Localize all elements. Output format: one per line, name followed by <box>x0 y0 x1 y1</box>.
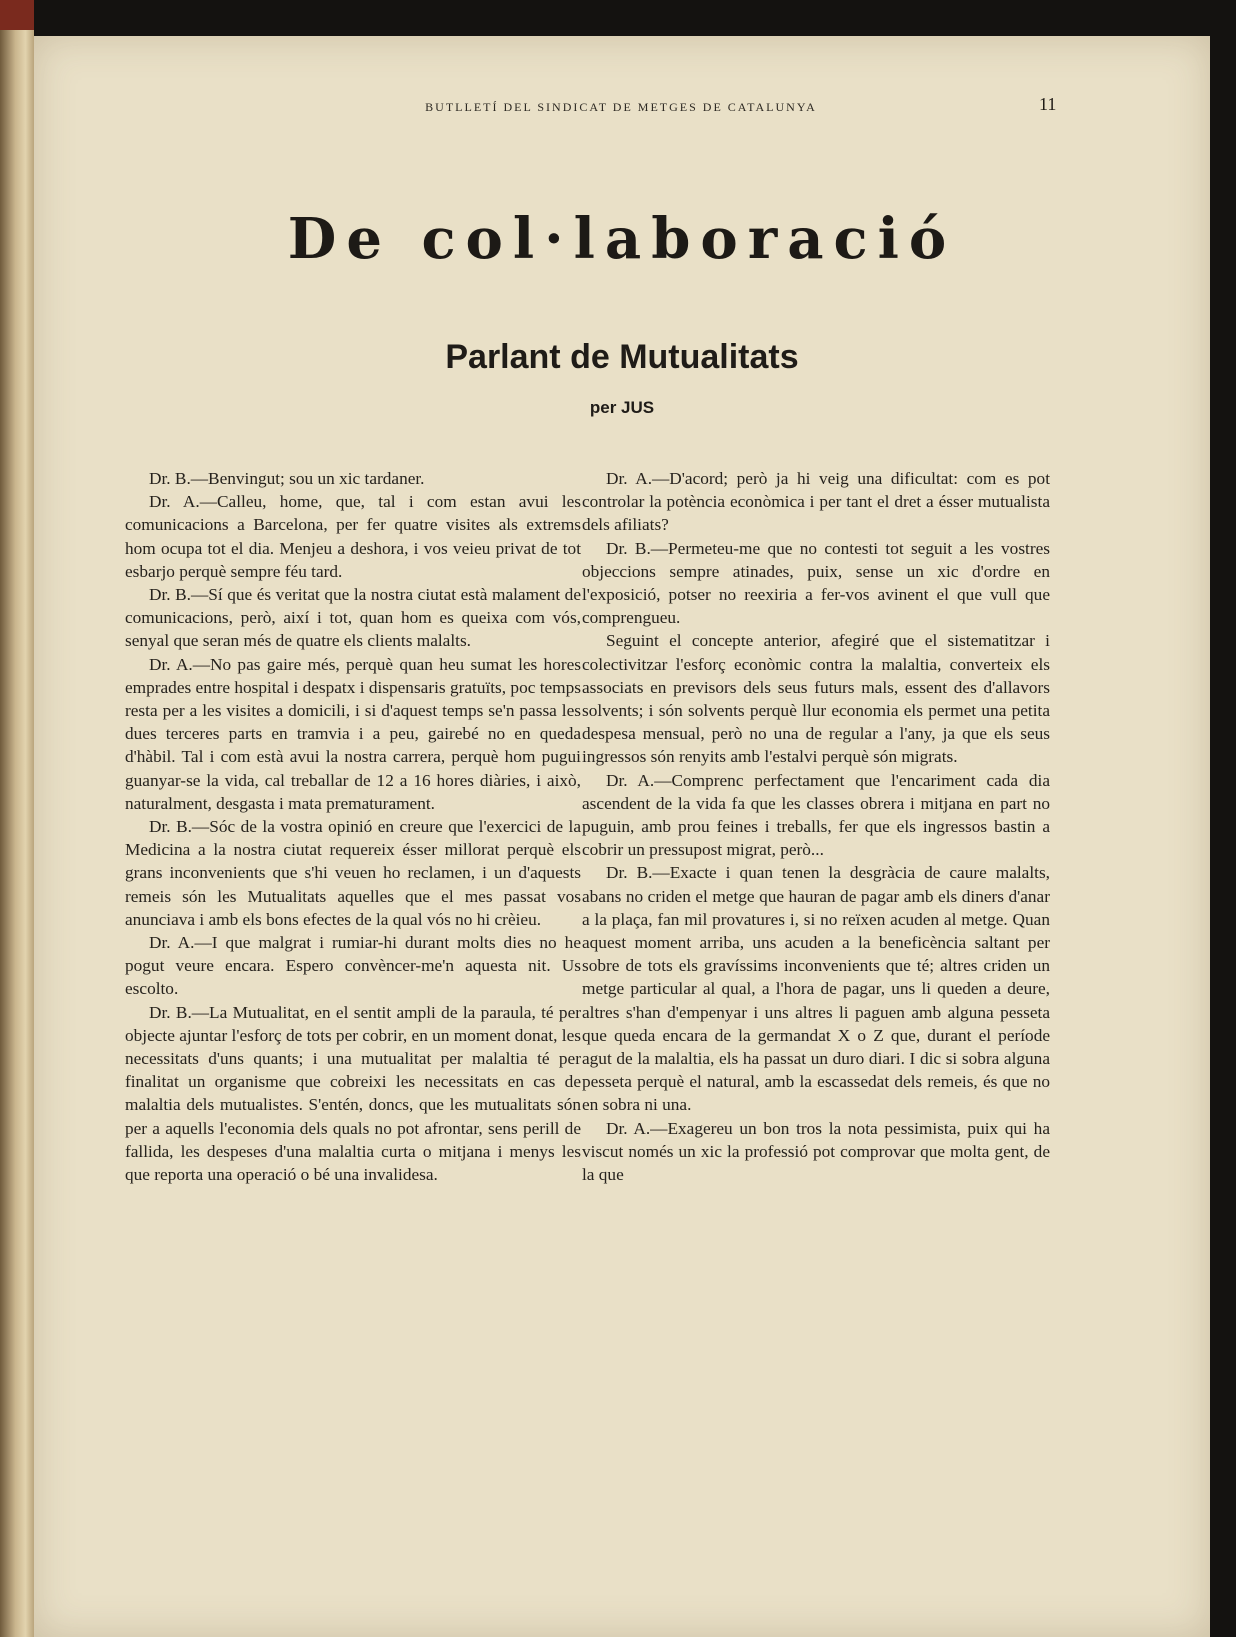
paragraph: Seguint el concepte anterior, afegiré que el sistematitzar i colectivitzar l'esforç econòmic contra la malaltia, converteix els associats en previsors dels seus futurs mals, essent des d'allavors solvents; i són solvents perquè llur economia els permet una petita despesa mensual, però no una de regular a l'any, ja que els seus ingressos són renyits amb l'estalvi perquè són migrats. <box>582 631 1050 767</box>
paragraph: Dr. A.—Exagereu un bon tros la nota pessimista, puix qui ha viscut només un xic la professió pot comprovar que molta gent, de la que <box>582 1118 1050 1185</box>
paragraph: Dr. A.—D'acord; però ja hi veig una dificultat: com es pot controlar la potència econòmica i per tant el dret a ésser mutualista dels afiliats? <box>582 469 1050 535</box>
left-text-column <box>125 467 581 1186</box>
paragraph: Dr. B.—Sí que és veritat que la nostra ciutat està malament de comunicacions, però, així i tot, quan hom es queixa com vós, senyal que seran més de quatre els clients malalts. <box>125 585 581 651</box>
journal-page <box>34 36 1210 1637</box>
book-binding <box>0 30 34 1637</box>
paragraph: Dr. B.—Permeteu-me que no contesti tot seguit a les vostres objeccions sempre atinades, puix, sense un xic d'ordre en l'exposició, potser no reexiria a fer-vos avinent el que vull que comprengueu. <box>582 538 1050 628</box>
paragraph: Dr. A.—Calleu, home, que, tal i com estan avui les comunicacions a Barcelona, per fer quatre visites als extrems hom ocupa tot el dia. Menjeu a deshora, i vos veieu privat de tot esbarjo perquè sempre féu tard. <box>125 492 581 581</box>
paragraph: Dr. A.—I que malgrat i rumiar-hi durant molts dies no he pogut veure encara. Espero convèncer-me'n aquesta nit. Us escolto. <box>125 933 581 999</box>
article-byline: per JUS <box>589 398 655 417</box>
paragraph: Dr. A.—No pas gaire més, perquè quan heu sumat les hores emprades entre hospital i despatx i dispensaris gratuïts, poc temps resta per a les visites a domicili, i si d'aquest temps se'n passa les dues terceres parts en tramvia i a peu, gairebé no en queda d'hàbil. Tal i com està avui la nostra carrera, perquè hom pugui guanyar-se la vida, cal treballar de 12 a 16 hores diàries, i això, naturalment, desgasta i mata prematurament. <box>125 654 581 813</box>
article-title: Parlant de Mutualitats <box>445 338 799 376</box>
paragraph: Dr. A.—Comprenc perfectament que l'encariment cada dia ascendent de la vida fa que les classes obrera i mitjana en part no puguin, amb prou feines i treballs, fer que els ingressos bastin a cobrir un pressupost migrat, però... <box>582 770 1050 860</box>
right-text-column <box>582 467 1050 1186</box>
paragraph: Dr. B.—Benvingut; sou un xic tardaner. <box>149 469 425 488</box>
paragraph: Dr. B.—Exacte i quan tenen la desgràcia de caure malalts, abans no criden el metge que hauran de pagar amb els diners d'anar a la plaça, fan mil provatures i, si no reïxen acuden al metge. Quan aquest moment arriba, uns acuden a la beneficència saltant per sobre de tots els gravíssims inconvenients que té; altres criden un metge particular al qual, a l'hora de pagar, uns li queden a deure, altres s'han d'empenyar i uns altres li paguen amb alguna pesseta que queda encara de la germandat X o Z que, durant el període agut de la malaltia, els ha passat un duro diari. I dic si sobra alguna pesseta perquè el natural, amb la escassedat dels remeis, és que no en sobra ni una. <box>582 863 1050 1115</box>
section-title: De col·laboració <box>287 206 957 272</box>
page-number: 11 <box>1039 94 1057 114</box>
running-head: BUTLLETÍ DEL SINDICAT DE METGES DE CATALUNYA <box>425 100 817 114</box>
paragraph: Dr. B.—La Mutualitat, en el sentit ampli de la paraula, té per objecte ajuntar l'esforç de tots per cobrir, en un moment donat, les necessitats d'uns quants; i una mutualitat per malaltia té per finalitat un organisme que cobreixi les necessitats en cas de malaltia dels mutualistes. S'entén, doncs, que les mutualitats són per a aquells l'economia dels quals no pot afrontar, sens perill de fallida, les despeses d'una malaltia curta o mitjana i menys les que reporta una operació o bé una invalidesa. <box>125 1002 581 1185</box>
paragraph: Dr. B.—Sóc de la vostra opinió en creure que l'exercici de la Medicina a la nostra ciutat requereix ésser millorat perquè els grans inconvenients que s'hi veuen ho reclamen, i un d'aquests remeis són les Mutualitats aquelles que el mes passat vos anunciava i amb els bons efectes de la qual vós no hi crèieu. <box>125 817 581 929</box>
